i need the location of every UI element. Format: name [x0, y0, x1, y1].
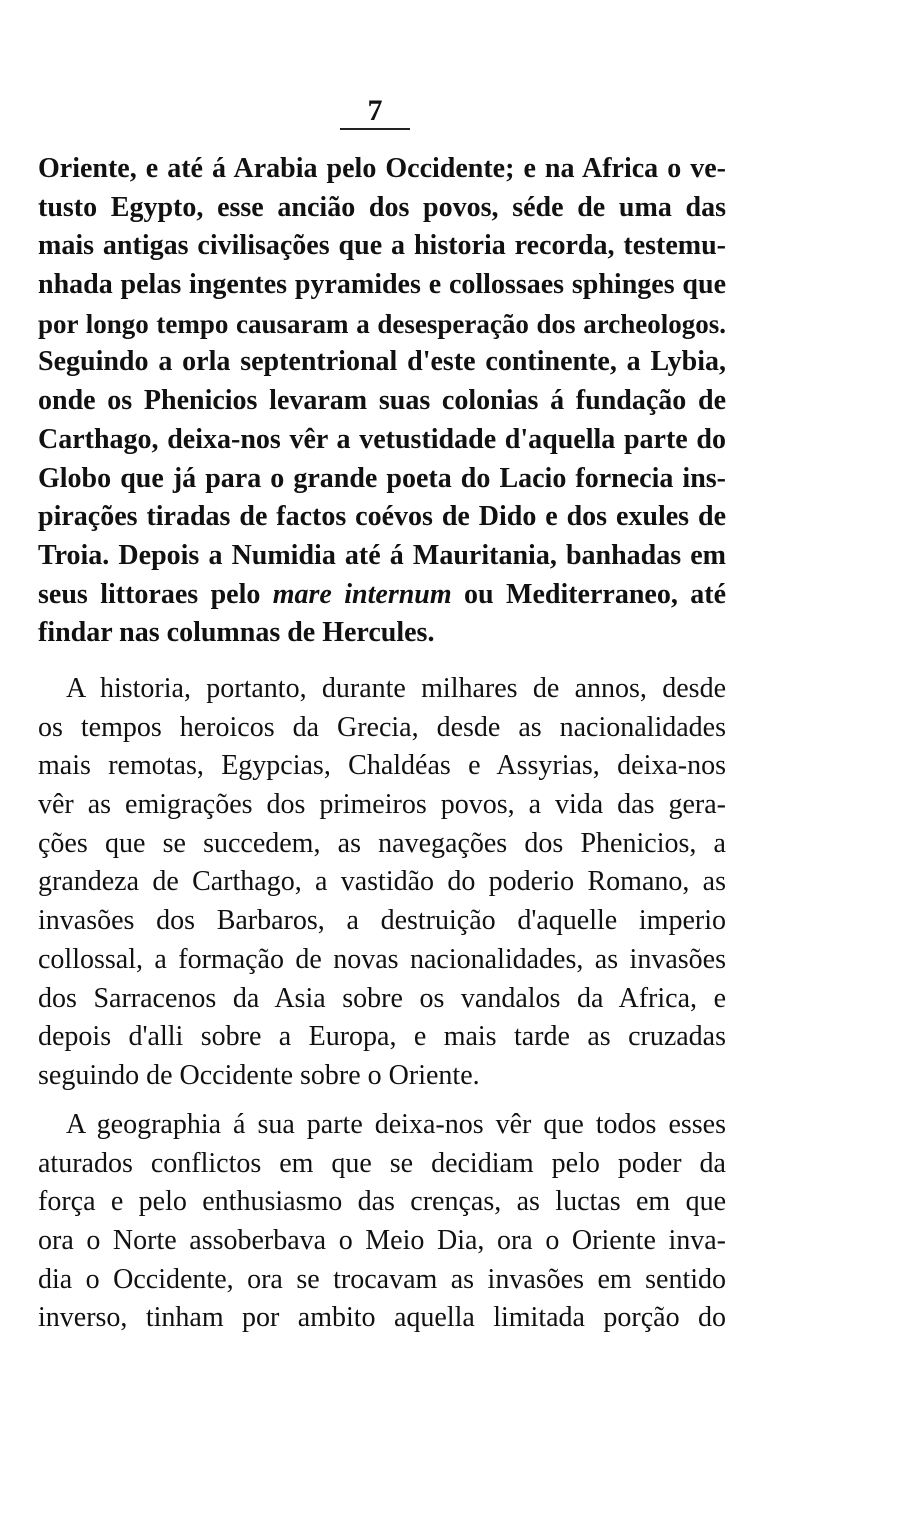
- paragraph-line: por longo tempo causaram a desesperação dos archeologos.: [38, 308, 726, 339]
- paragraph-line: findar nas columnas de Hercules.: [38, 617, 435, 649]
- paragraph-line: vêr as emigrações dos primeiros povos, a vida das gera-: [38, 789, 726, 821]
- paragraph-line: ções que se succedem, as navegações dos Phenicios, a: [38, 827, 726, 859]
- line-text-after: ou Mediterraneo, até: [451, 578, 726, 610]
- paragraph-line: Carthago, deixa-nos vêr a vetustidade d'aquella parte do: [38, 423, 726, 455]
- paragraph-line: Globo que já para o grande poeta do Lacio fornecia ins-: [38, 462, 726, 494]
- paragraph-line: grandeza de Carthago, a vastidão do poderio Romano, as: [38, 866, 726, 898]
- paragraph-line-with-italic: [38, 576, 726, 615]
- paragraph-line: força e pelo enthusiasmo das crenças, as luctas em que: [38, 1186, 726, 1218]
- paragraph-line: ora o Norte assoberbava o Meio Dia, ora o Oriente inva-: [38, 1225, 726, 1257]
- paragraph-1: [38, 150, 726, 653]
- paragraph-line: os tempos heroicos da Grecia, desde as nacionalidades: [38, 711, 726, 743]
- paragraph-line: invasões dos Barbaros, a destruição d'aquelle imperio: [38, 905, 726, 937]
- paragraph-line: aturados conflictos em que se decidiam pelo poder da: [38, 1147, 726, 1179]
- paragraph-line: seguindo de Occidente sobre o Oriente.: [38, 1059, 480, 1091]
- paragraph-line: nhada pelas ingentes pyramides e collossaes sphinges que: [38, 269, 726, 301]
- paragraph-line: mais remotas, Egypcias, Chaldéas e Assyrias, deixa-nos: [38, 750, 726, 782]
- paragraph-line: A geographia á sua parte deixa-nos vêr que todos esses: [66, 1109, 726, 1140]
- paragraph-line: mais antigas civilisações que a historia recorda, testemu-: [38, 230, 726, 262]
- line-text-before: seus littoraes pelo: [38, 578, 273, 610]
- italic-phrase: mare internum: [272, 578, 452, 610]
- paragraph-line: A historia, portanto, durante milhares de annos, desde: [66, 673, 726, 704]
- paragraph-line: pirações tiradas de factos coévos de Dido e dos exules de: [38, 501, 726, 533]
- page-number-rule: [340, 128, 410, 130]
- page-number: 7: [367, 94, 383, 127]
- paragraph-2: [38, 670, 726, 1096]
- paragraph-line: Seguindo a orla septentrional d'este continente, a Lybia,: [38, 346, 726, 378]
- paragraph-3: [38, 1106, 726, 1338]
- paragraph-line: dos Sarracenos da Asia sobre os vandalos da Africa, e: [38, 982, 726, 1014]
- paragraph-line: collossal, a formação de novas nacionalidades, as invasões: [38, 943, 726, 975]
- paragraph-line: tusto Egypto, esse ancião dos povos, séde de uma das: [38, 191, 726, 223]
- paragraph-line: Oriente, e até á Arabia pelo Occidente; e na Africa o ve-: [38, 153, 726, 184]
- paragraph-line: depois d'alli sobre a Europa, e mais tarde as cruzadas: [38, 1021, 726, 1053]
- paragraph-line: Troia. Depois a Numidia até á Mauritania, banhadas em: [38, 539, 726, 571]
- paragraph-line: inverso, tinham por ambito aquella limitada porção do: [38, 1302, 726, 1334]
- paragraph-line: onde os Phenicios levaram suas colonias á fundação de: [38, 385, 726, 417]
- paragraph-line: dia o Occidente, ora se trocavam as invasões em sentido: [38, 1263, 726, 1295]
